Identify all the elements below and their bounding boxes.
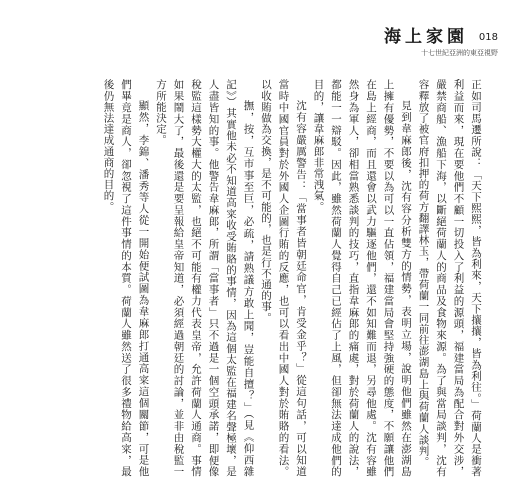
paragraph-5: 顯然，李錦、潘秀等人從一開始便試圖為韋麻郎打通高寀這個關節，可是他們畢竟是商人，卻忽視了這件事情的本質。荷蘭人雖然送了很多禮物給高寀，最後仍無法達成通商的目的。: [102, 79, 150, 477]
page-number: 018: [478, 32, 498, 43]
vertical-body-text: [64, 79, 484, 477]
paragraph-3: 沈有容嚴厲警告：「當事者皆朝廷命官，肯受金乎？」從這句話，可以知道當時中國官員對於外國人企圖行賄的反應，也可以看出中國人對於賄賂的看法。以收賄做為交換，是不可能的，也是行不通的事。: [260, 79, 307, 477]
paragraph-4: 撫，按，互市事至巨，必疏，請熟議方敢上聞，豈能自擅？」（見《仰西雜記》）其實他未必不知道高寀收受賄賂的事情，因為這個太監在福建名聲極壞，是人盡皆知的事。他警告韋麻郎，所謂「當事者」只不過是一個空頭承諾，即便像稅監這樣勢大權大的太監，也絕不可能有權力代表皇帝，允許荷蘭人通商。事情如果鬧大了，最後還是要呈報給皇帝知道，必須經過朝廷的討論，並非由稅監一方所能決定。: [155, 79, 255, 477]
paragraph-1: 正如司馬遷所說：「天下熙熙，皆為利來，天下攘攘，皆為利往。」荷蘭人是衝著利益而來，現在要他們不顧一切投入了利益的源頭，福建當局為配合對外交涉，嚴禁商船、漁船下海，以斷絕荷蘭人的商品及食物來源。為了與當局談判，沈有容釋放了被官府扣押的荷方翻譯林玉，帶荷蘭一同前往澎湖島上與荷蘭人談判。: [417, 79, 482, 477]
running-header-title: 海上家園: [384, 27, 468, 47]
paragraph-2: 見到韋麻郎後，沈有容分析雙方的情勢，表明立場，說明他們雖然在澎湖島上擁有優勢，不要以為可以一直佔領，福建當局會堅持強硬的態度，不願讓他們在島上經商，而且還會以武力驅逐他們，還不如知難而退，另尋他處。沈有容雖然身為軍人，卻相當熟悉談判的技巧，直指韋麻郎的痛處，對於荷蘭人的說法，都能一一辯駁。因此，雖然荷蘭人覺得自己已經佔了上風，但卻無法達成他們的目的，讓韋麻郎非常洩氣。: [312, 79, 412, 477]
running-header-subtitle: 十七世紀亞洲的東亞視野: [421, 49, 498, 57]
